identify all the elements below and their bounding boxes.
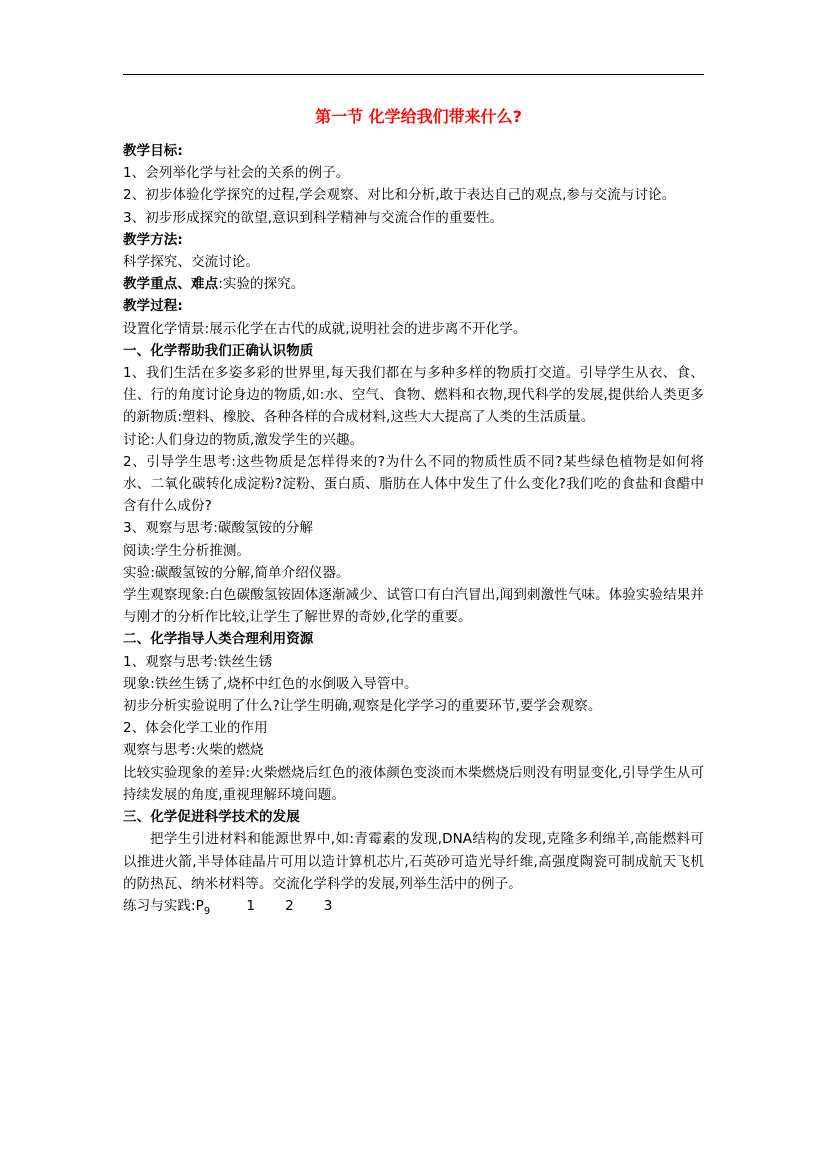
exercise-label: 练习与实践:P [123,897,204,914]
header-rule [123,74,704,75]
section1-paragraph: 1、我们生活在多姿多彩的世界里,每天我们都在与多种多样的物质打交道。引导学生从衣、食、住、行的角度讨论身边的物质,如:水、空气、食物、燃料和衣物,现代科学的发展,提供给人类更多的新物质:塑料、橡胶、各种各样的合成材料,这些大大提高了人类的生活质量。 [123,365,704,426]
section1-paragraph: 2、引导学生思考:这些物质是怎样得来的?为什么不同的物质性质不同?某些绿色植物是如何将水、二氧化碳转化成淀粉?淀粉、蛋白质、脂肪在人体中发生了什么变化?我们吃的食盐和食醋中含有什么成份? [123,453,704,515]
section1-heading: 一、化学帮助我们正确认识物质 [123,342,314,359]
methods-text: 科学探究、交流讨论。 [123,254,259,271]
section1-paragraph: 阅读:学生分析推测。 [123,542,251,559]
key-points [123,273,704,295]
section3-paragraph: 把学生引进材料和能源世界中,如:青霉素的发现,DNA结构的发现,克隆多利绵羊,高能燃料可以推进火箭,半导体硅晶片可用以造计算机芯片,石英砂可造光导纤维,高强度陶瓷可制成航天飞机的防热瓦、纳米材料等。交流化学科学的发展,列举生活中的例子。 [123,831,704,892]
section2-heading: 二、化学指导人类合理利用资源 [123,631,314,648]
goal-item: 3、初步形成探究的欲望,意识到科学精神与交流合作的重要性。 [123,209,504,226]
exercise-page: 9 [203,905,211,917]
section2-paragraph: 初步分析实验说明了什么?让学生明确,观察是化学学习的重要环节,要学会观察。 [123,698,602,715]
exercise-line [123,895,704,923]
section1-paragraph: 讨论:人们身边的物质,激发学生的兴趣。 [123,431,364,448]
section1-paragraph: 实验:碳酸氢铵的分解,简单介绍仪器。 [123,564,350,581]
section1-paragraph: 学生观察现象:白色碳酸氢铵固体逐渐减少、试管口有白汽冒出,闻到刺激性气味。体验实验结果并与刚才的分析作比较,让学生了解世界的奇妙,化学的重要。 [123,587,704,626]
methods-heading: 教学方法: [123,231,183,248]
exercise-number: 2 [285,897,294,914]
goal-item: 2、初步体验化学探究的过程,学会观察、对比和分析,敢于表达自己的观点,参与交流与讨论。 [123,187,676,204]
key-points-heading: 教学重点、难点 [123,276,219,293]
goals-heading: 教学目标: [123,143,183,159]
goal-item: 1、会列举化学与社会的关系的例子。 [123,165,350,182]
key-points-text: :实验的探究。 [218,276,305,293]
page-title: 第一节 化学给我们带来什么? [315,107,522,126]
exercise-number: 3 [323,897,333,914]
section2-paragraph: 1、观察与思考:铁丝生锈 [123,653,273,670]
section1-paragraph: 3、观察与思考:碳酸氢铵的分解 [123,520,314,537]
process-intro: 设置化学情景:展示化学在古代的成就,说明社会的进步离不开化学。 [123,320,527,337]
exercise-number: 1 [246,897,256,914]
section2-paragraph: 观察与思考:火柴的燃烧 [123,742,264,759]
process-heading: 教学过程: [123,298,183,315]
document-body [123,106,704,923]
section3-heading: 三、化学促进科学技术的发展 [123,809,300,826]
section2-paragraph: 比较实验现象的差异:火柴燃烧后红色的液体颜色变淡而木柴燃烧后则没有明显变化,引导学生从可持续发展的角度,重视理解环境问题。 [123,764,704,803]
section2-paragraph: 2、体会化学工业的作用 [123,720,268,737]
section2-paragraph: 现象:铁丝生锈了,烧杯中红色的水倒吸入导管中。 [123,675,418,692]
